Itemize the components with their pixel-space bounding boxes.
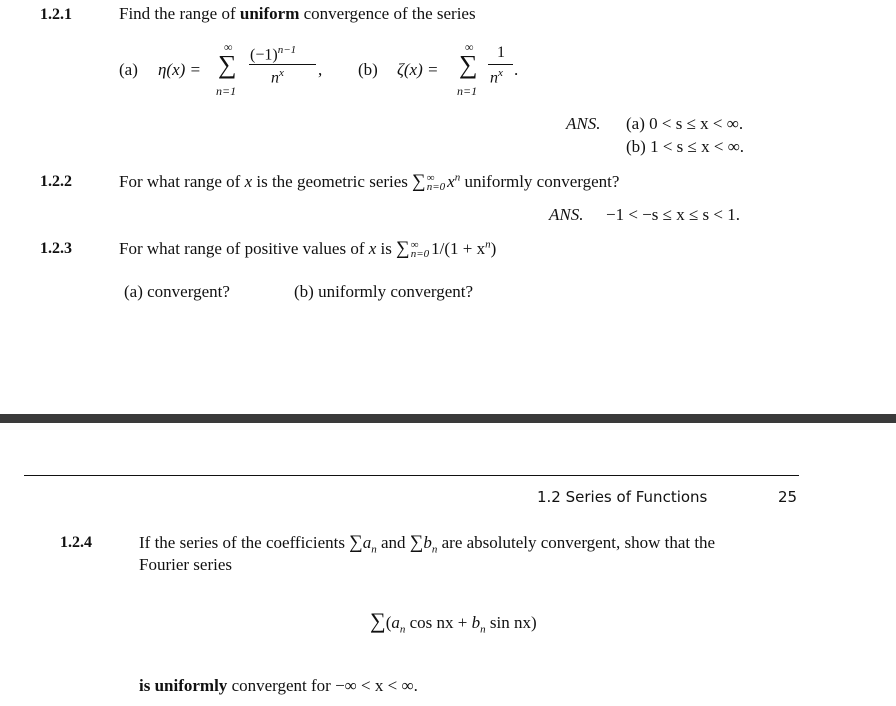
fraction-numerator: $(-1)^{n-1}$ bbox=[250, 44, 297, 64]
fraction-denominator: $n^x$ bbox=[271, 67, 284, 87]
running-header: 1.2 Series of Functions bbox=[537, 488, 708, 506]
answer-b: (b) 1 < s ≤ x < ∞. bbox=[626, 137, 745, 156]
problem-number: 1.2.1 bbox=[40, 6, 72, 23]
fraction-denominator: $n^x$ bbox=[490, 67, 503, 87]
period: . bbox=[514, 60, 519, 79]
problem-conclusion: is uniformly convergent for −∞ < x < ∞. bbox=[139, 676, 418, 695]
answer-a: (a) 0 < s ≤ x < ∞. bbox=[626, 114, 744, 133]
problem-number: 1.2.3 bbox=[40, 240, 72, 257]
sum-symbol: ∑ bbox=[459, 50, 478, 79]
fraction-bar bbox=[488, 64, 513, 65]
fraction-numerator: 1 bbox=[497, 44, 505, 61]
page-divider bbox=[0, 414, 896, 423]
sum-upper-limit: ∞ bbox=[224, 40, 233, 54]
answer-label: ANS. bbox=[549, 205, 584, 224]
problem-statement: For what range of x is the geometric series ∑ ∞ n=0 $x^n$ uniformly convergent? bbox=[119, 171, 620, 194]
problem-number: 1.2.4 bbox=[60, 534, 92, 551]
part-a-label: (a) bbox=[119, 60, 138, 79]
comma: , bbox=[318, 60, 323, 79]
bold-term: is uniformly bbox=[139, 676, 228, 695]
sum-symbol: ∑ bbox=[218, 50, 237, 79]
part-a: (a) convergent? bbox=[124, 282, 230, 301]
problem-statement: For what range of positive values of x is ∑ ∞ n=0 $1/(1 + x^n)$ bbox=[119, 238, 497, 261]
answer-label: ANS. bbox=[566, 114, 601, 133]
fraction-bar bbox=[249, 64, 316, 65]
zeta-lhs: ζ(x) = bbox=[397, 60, 439, 79]
page-number: 25 bbox=[778, 488, 798, 506]
bold-term: uniform bbox=[239, 4, 300, 23]
answer: −1 < −s ≤ x ≤ s < 1. bbox=[606, 205, 740, 224]
sum-lower-limit: n=1 bbox=[216, 84, 237, 98]
sum-upper-limit: ∞ bbox=[465, 40, 474, 54]
eta-lhs: η(x) = bbox=[158, 60, 202, 79]
problem-number: 1.2.2 bbox=[40, 173, 72, 190]
sum-lower-limit: n=1 bbox=[457, 84, 478, 98]
problem-statement-line1: If the series of the coefficients $\sum a_n$ and $\sum b_n$ are absolutely convergent, show that the bbox=[139, 532, 716, 556]
problem-statement-line2: Fourier series bbox=[139, 555, 233, 574]
problem-statement: Find the range of uniform convergence of the series bbox=[119, 4, 476, 23]
part-b: (b) uniformly convergent? bbox=[294, 282, 474, 301]
part-b-label: (b) bbox=[358, 60, 378, 79]
fourier-series-formula: $\sum(a_n$ cos nx + $b_n$ sin nx) bbox=[370, 608, 537, 636]
header-rule bbox=[24, 475, 799, 476]
